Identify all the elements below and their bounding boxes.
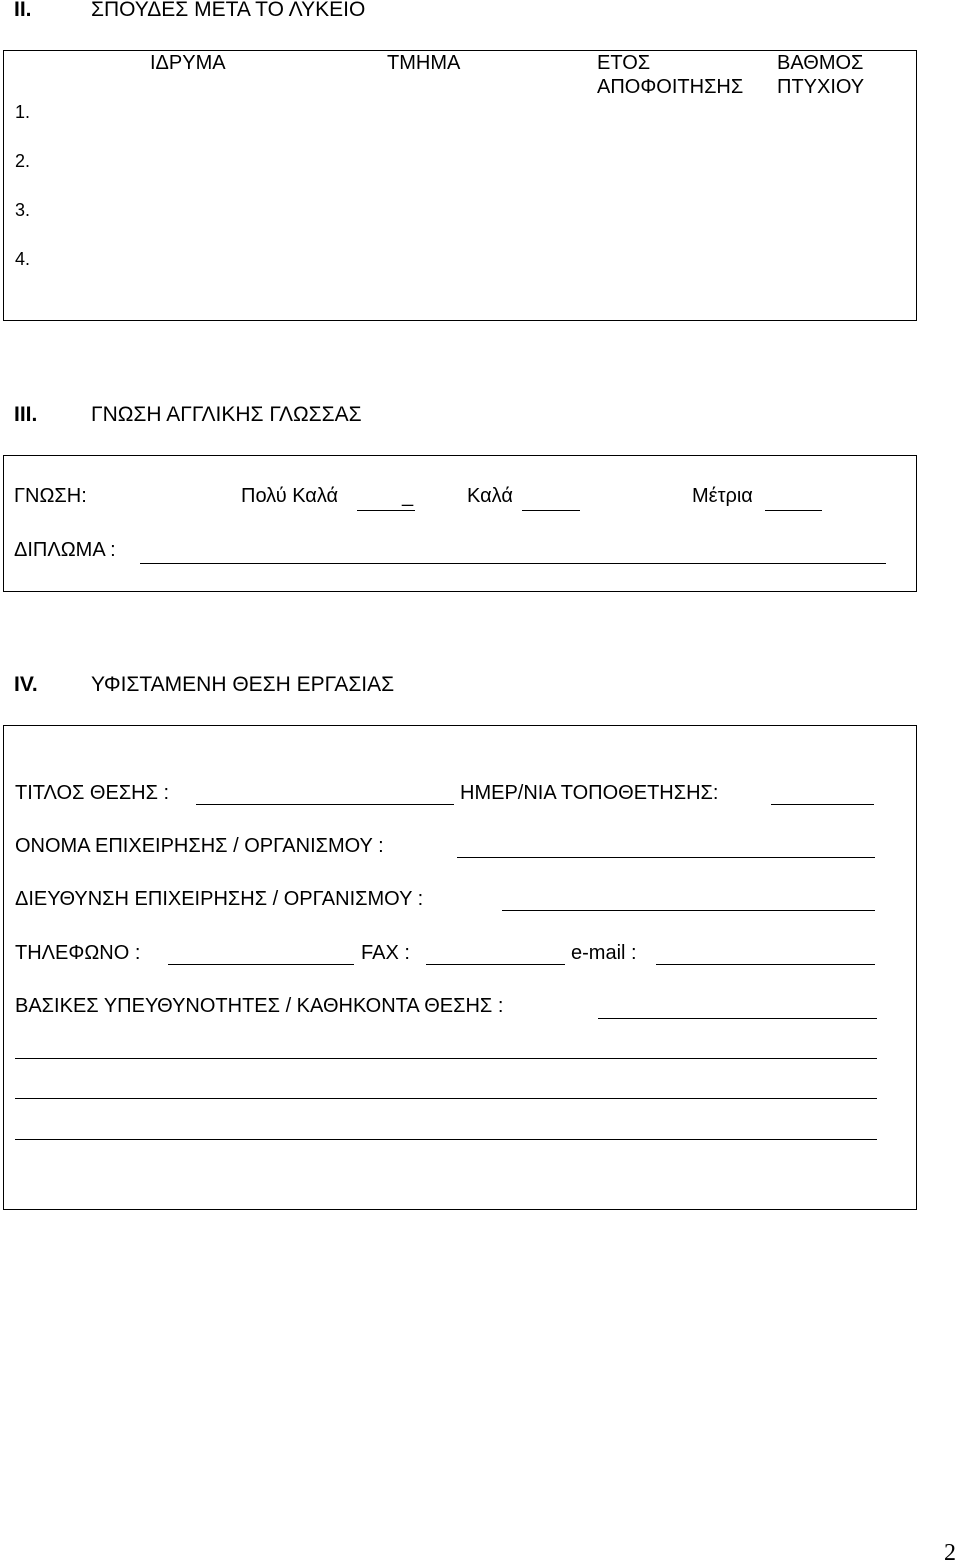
page-number: 2 <box>944 1540 956 1566</box>
col-header-year-2: ΑΠΟΦΟΙΤΗΣΗΣ <box>597 76 744 98</box>
company-name-blank[interactable] <box>457 857 875 858</box>
good-label: Καλά <box>467 485 513 507</box>
section-4-title: ΥΦΙΣΤΑΜΕΝΗ ΘΕΣΗ ΕΡΓΑΣΙΑΣ <box>91 673 395 696</box>
very-good-mark: _ <box>402 485 414 507</box>
phone-label: ΤΗΛΕΦΩΝΟ : <box>15 942 141 964</box>
duties-blank[interactable] <box>598 1018 877 1019</box>
col-header-institution: ΙΔΡΥΜΑ <box>150 52 226 74</box>
good-blank[interactable] <box>522 510 580 511</box>
position-title-label: ΤΙΤΛΟΣ ΘΕΣΗΣ : <box>15 782 170 804</box>
section-3-title: ΓΝΩΣΗ ΑΓΓΛΙΚΗΣ ΓΛΩΣΣΑΣ <box>91 403 362 426</box>
col-header-grade-1: ΒΑΘΜΟΣ <box>777 52 864 74</box>
section-3-numeral: III. <box>14 403 38 426</box>
section-4-numeral: IV. <box>14 673 38 696</box>
fax-blank[interactable] <box>426 964 565 965</box>
section-2-title: ΣΠΟΥΔΕΣ ΜΕΤΑ ΤΟ ΛΥΚΕΙΟ <box>91 0 366 21</box>
row-number: 1. <box>15 102 31 122</box>
company-name-label: ΟΝΟΜΑ ΕΠΙΧΕΙΡΗΣΗΣ / ΟΡΓΑΝΙΣΜΟΥ : <box>15 835 384 857</box>
english-knowledge-box <box>3 455 917 592</box>
position-title-blank[interactable] <box>196 804 454 805</box>
row-number: 2. <box>15 151 31 171</box>
email-label: e-mail : <box>571 942 637 964</box>
fax-label: FAX : <box>361 942 410 964</box>
col-header-year-1: ΕΤΟΣ <box>597 52 651 74</box>
duties-line[interactable] <box>15 1139 877 1140</box>
placement-date-label: ΗΜΕΡ/ΝΙΑ ΤΟΠΟΘΕΤΗΣΗΣ: <box>460 782 719 804</box>
section-2-numeral: II. <box>14 0 32 21</box>
email-blank[interactable] <box>656 964 875 965</box>
very-good-blank[interactable] <box>357 510 415 511</box>
knowledge-label: ΓΝΩΣΗ: <box>14 485 87 507</box>
very-good-label: Πολύ Καλά <box>241 485 339 507</box>
duties-label: ΒΑΣΙΚΕΣ ΥΠΕΥΘΥΝΟΤΗΤΕΣ / ΚΑΘΗΚΟΝΤΑ ΘΕΣΗΣ : <box>15 995 504 1017</box>
placement-date-blank[interactable] <box>771 804 874 805</box>
duties-line[interactable] <box>15 1098 877 1099</box>
average-blank[interactable] <box>765 510 822 511</box>
col-header-department: ΤΜΗΜΑ <box>387 52 461 74</box>
duties-line[interactable] <box>15 1058 877 1059</box>
phone-blank[interactable] <box>168 964 354 965</box>
diploma-label: ΔΙΠΛΩΜΑ : <box>14 539 116 561</box>
average-label: Μέτρια <box>692 485 753 507</box>
col-header-grade-2: ΠΤΥΧΙΟΥ <box>777 76 865 98</box>
diploma-blank[interactable] <box>140 563 886 564</box>
company-address-blank[interactable] <box>502 910 875 911</box>
row-number: 3. <box>15 200 31 220</box>
company-address-label: ΔΙΕΥΘΥΝΣΗ ΕΠΙΧΕΙΡΗΣΗΣ / ΟΡΓΑΝΙΣΜΟΥ : <box>15 888 424 910</box>
row-number: 4. <box>15 249 31 269</box>
